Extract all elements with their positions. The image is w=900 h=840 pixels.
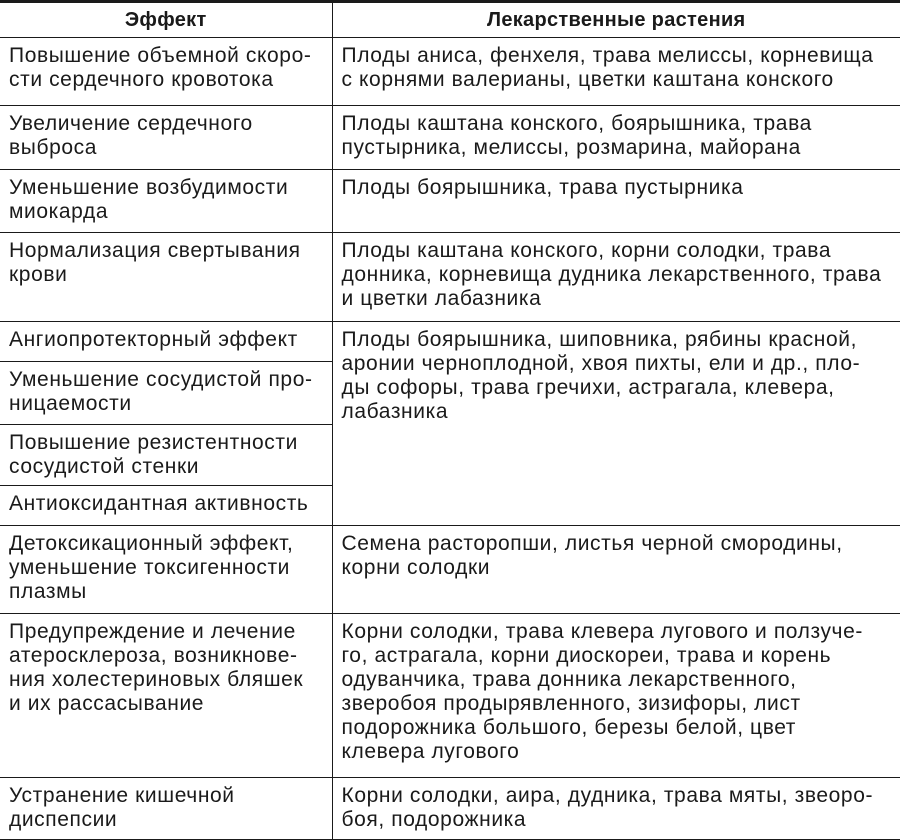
effect-cell (0, 322, 332, 362)
header-plants: Лекарственные растения (332, 2, 900, 38)
effect-text: Повышение объемной скоро- сти сердечного кровотока (9, 44, 312, 91)
effect-cell (0, 233, 332, 322)
plants-text: Плоды аниса, фенхеля, трава мелиссы, корневища с корнями валерианы, цветки каштана конского (341, 44, 874, 91)
table-row (0, 778, 900, 840)
effect-text: Ангиопротекторный эффект (9, 328, 298, 351)
plants-cell (332, 614, 900, 778)
effect-text: Уменьшение возбудимости миокарда (9, 176, 289, 223)
table-row (0, 170, 900, 233)
plants-cell-merged (332, 322, 900, 526)
effect-text: Уменьшение сосудистой про- ницаемости (9, 368, 313, 415)
effect-cell (0, 614, 332, 778)
effect-cell (0, 778, 332, 840)
plants-text: Плоды каштана конского, боярышника, трава пустырника, мелиссы, розмарина, майорана (341, 112, 812, 159)
effect-text: Увеличение сердечного выброса (9, 112, 253, 159)
plants-text: Плоды боярышника, трава пустырника (341, 176, 744, 199)
plants-cell (332, 526, 900, 614)
effect-text: Предупреждение и лечение атеросклероза, возникнове- ния холестериновых бляшек и их рассасывание (9, 620, 304, 715)
table-row (0, 322, 900, 362)
plants-text: Плоды каштана конского, корни солодки, трава донника, корневища дудника лекарственного, трава и цветки лабазника (341, 239, 882, 310)
plants-text: Корни солодки, аира, дудника, трава мяты, звеоро- боя, подорожника (341, 784, 874, 831)
plants-cell (332, 106, 900, 170)
effect-cell (0, 106, 332, 170)
plants-text: Плоды боярышника, шиповника, рябины красной, аронии черноплодной, хвоя пихты, ели и др., пло- ды софоры, трава гречихи, астрагала, клевера, лабазника (341, 328, 861, 423)
effect-text: Устранение кишечной диспепсии (9, 784, 235, 831)
effect-cell (0, 362, 332, 425)
table-header-row (0, 2, 900, 38)
table-row (0, 106, 900, 170)
effect-text: Нормализация свертывания крови (9, 239, 301, 286)
effect-text: Детоксикационный эффект, уменьшение токсигенности плазмы (9, 532, 294, 603)
plants-cell (332, 170, 900, 233)
effect-cell (0, 486, 332, 526)
plants-text: Семена расторопши, листья черной смородины, корни солодки (341, 532, 843, 579)
table-row (0, 526, 900, 614)
plants-cell (332, 233, 900, 322)
table-row (0, 233, 900, 322)
table-row (0, 614, 900, 778)
plants-text: Корни солодки, трава клевера лугового и ползуче- го, астрагала, корни диоскореи, трава и корень одуванчика, трава донника лекарственного, зверобоя продырявленного, зизифоры, лист подорожника большого, березы белой, цвет клевера лугового (341, 620, 863, 763)
header-effect: Эффект (0, 2, 332, 38)
effect-text: Повышение резистентности сосудистой стенки (9, 431, 298, 478)
plants-cell (332, 778, 900, 840)
effect-text: Антиоксидантная активность (9, 492, 309, 515)
effect-cell (0, 425, 332, 486)
effect-cell (0, 170, 332, 233)
table-row (0, 38, 900, 106)
effect-cell (0, 526, 332, 614)
plants-cell (332, 38, 900, 106)
effect-cell (0, 38, 332, 106)
